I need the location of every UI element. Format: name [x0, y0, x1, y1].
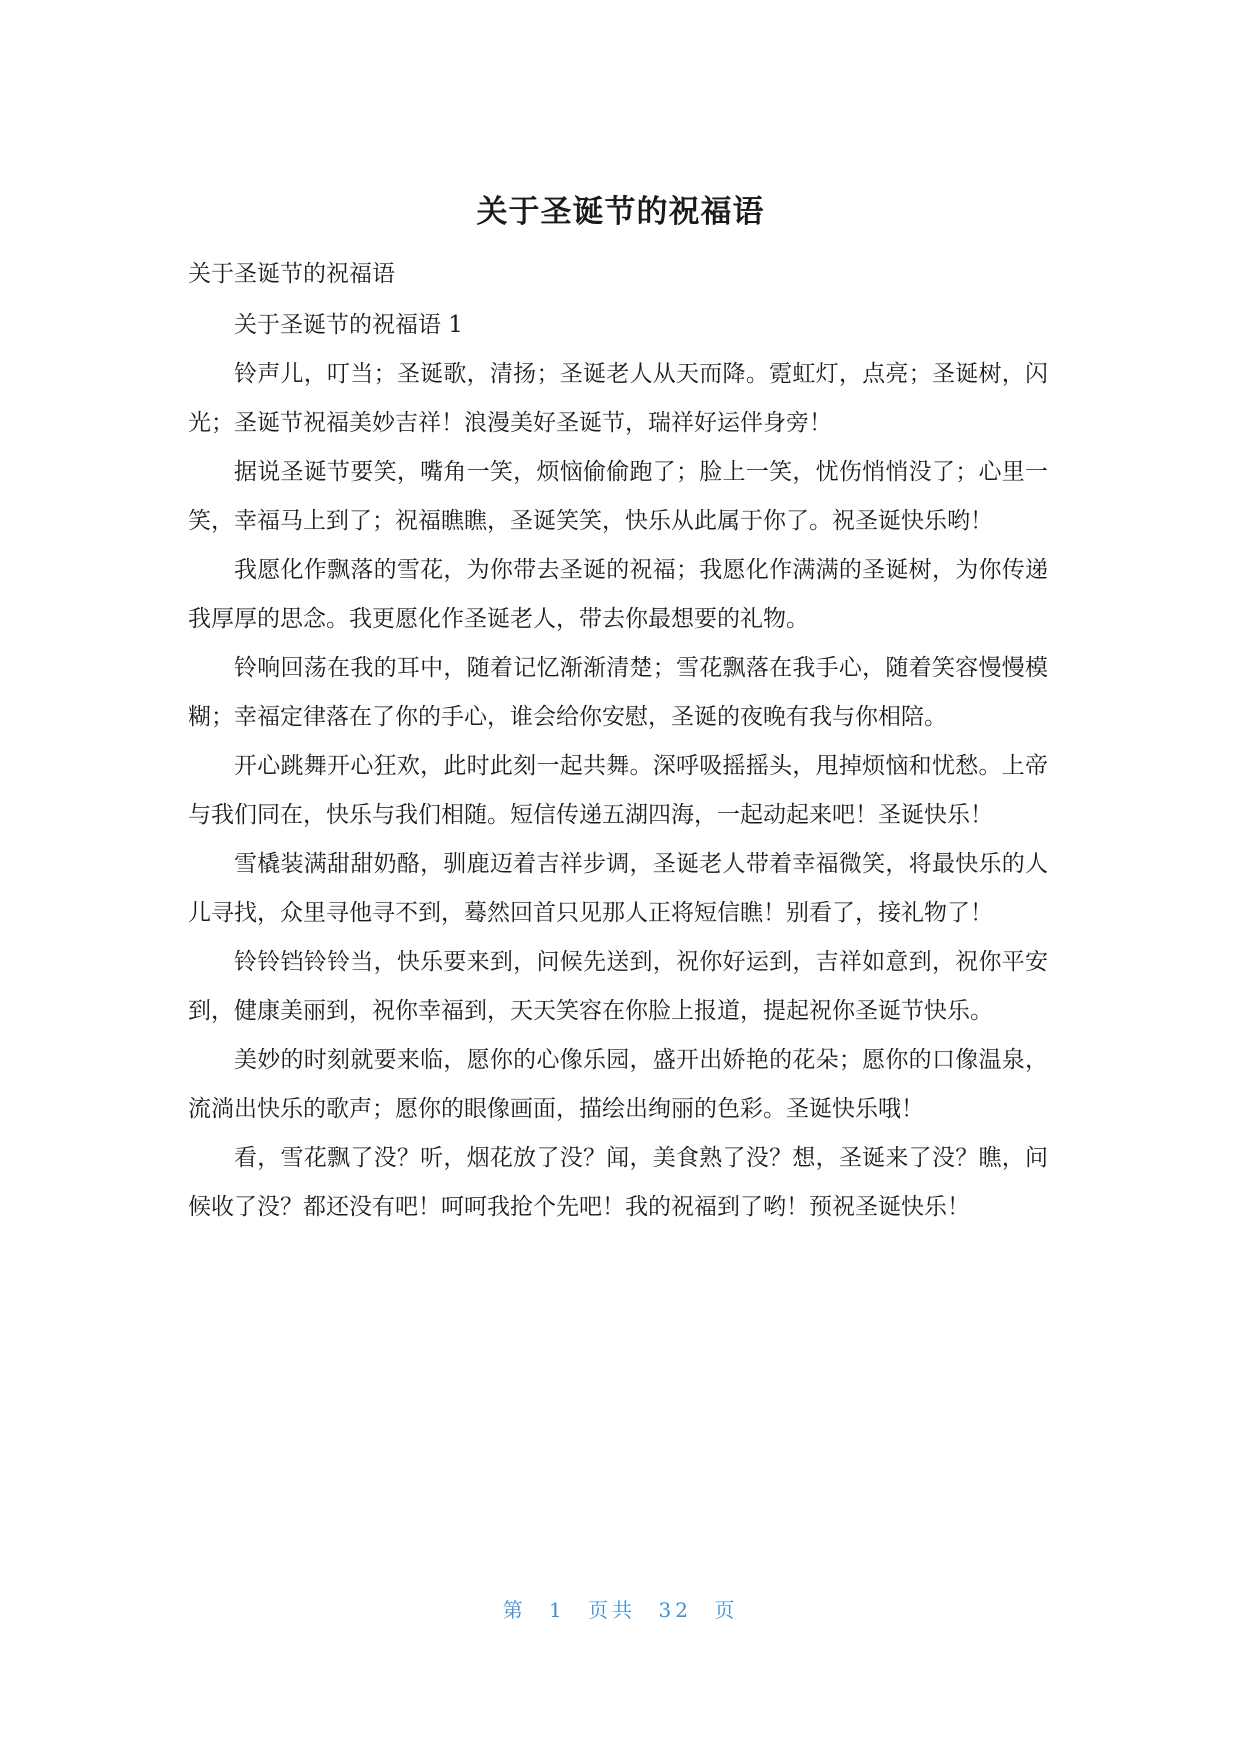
paragraph: 雪橇装满甜甜奶酪，驯鹿迈着吉祥步调，圣诞老人带着幸福微笑，将最快乐的人儿寻找，众里寻他寻不到，蓦然回首只见那人正将短信瞧！别看了，接礼物了！	[188, 851, 1048, 926]
footer-middle: 页共	[588, 1598, 637, 1622]
footer-page-number: 1	[549, 1598, 566, 1622]
footer-prefix: 第	[502, 1598, 527, 1622]
paragraph: 铃响回荡在我的耳中，随着记忆渐渐清楚；雪花飘落在我手心，随着笑容慢慢模糊；幸福定律落在了你的手心，谁会给你安慰，圣诞的夜晚有我与你相陪。	[188, 655, 1048, 730]
paragraph: 据说圣诞节要笑，嘴角一笑，烦恼偷偷跑了；脸上一笑，忧伤悄悄没了；心里一笑，幸福马上到了；祝福瞧瞧，圣诞笑笑，快乐从此属于你了。祝圣诞快乐哟！	[188, 459, 1048, 534]
document-body	[188, 255, 1048, 1232]
paragraph: 铃铃铛铃铃当，快乐要来到，问候先送到，祝你好运到，吉祥如意到，祝你平安到，健康美丽到，祝你幸福到，天天笑容在你脸上报道，提起祝你圣诞节快乐。	[188, 949, 1048, 1024]
footer-total-pages: 32	[658, 1598, 692, 1622]
paragraph: 开心跳舞开心狂欢，此时此刻一起共舞。深呼吸摇摇头，甩掉烦恼和忧愁。上帝与我们同在，快乐与我们相随。短信传递五湖四海，一起动起来吧！圣诞快乐！	[188, 753, 1048, 828]
section-heading: 关于圣诞节的祝福语 1	[234, 312, 463, 338]
document-subtitle: 关于圣诞节的祝福语	[188, 261, 395, 287]
paragraph: 美妙的时刻就要来临，愿你的心像乐园，盛开出娇艳的花朵；愿你的口像温泉，流淌出快乐的歌声；愿你的眼像画面，描绘出绚丽的色彩。圣诞快乐哦！	[188, 1047, 1048, 1122]
footer-suffix: 页	[714, 1598, 739, 1622]
page-footer	[0, 1596, 1241, 1624]
paragraph: 我愿化作飘落的雪花，为你带去圣诞的祝福；我愿化作满满的圣诞树，为你传递我厚厚的思念。我更愿化作圣诞老人，带去你最想要的礼物。	[188, 557, 1048, 632]
paragraph: 看，雪花飘了没？听，烟花放了没？闻，美食熟了没？想，圣诞来了没？瞧，问候收了没？都还没有吧！呵呵我抢个先吧！我的祝福到了哟！预祝圣诞快乐！	[188, 1145, 1048, 1220]
document-title: 关于圣诞节的祝福语	[476, 194, 765, 230]
paragraph: 铃声儿，叮当；圣诞歌，清扬；圣诞老人从天而降。霓虹灯，点亮；圣诞树，闪光；圣诞节祝福美妙吉祥！浪漫美好圣诞节，瑞祥好运伴身旁！	[188, 361, 1048, 436]
